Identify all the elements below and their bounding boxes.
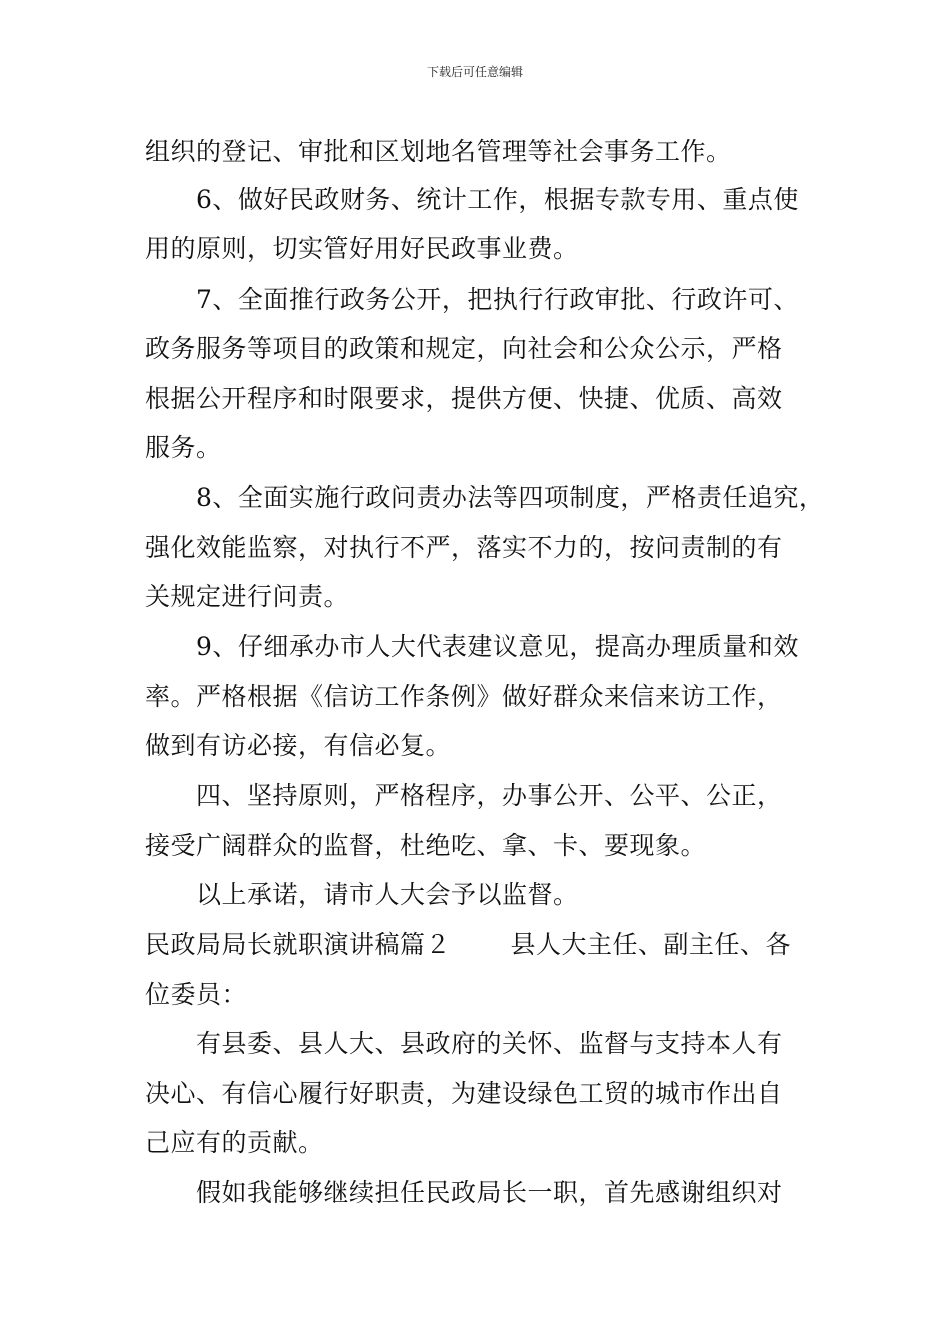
text-line: 8、全面实施行政问责办法等四项制度，严格责任追究， — [145, 483, 825, 512]
text-line: 己应有的贡献。 — [145, 1128, 324, 1157]
text-line: 政务服务等项目的政策和规定，向社会和公众公示，严格 — [145, 334, 783, 363]
text-line: 根据公开程序和时限要求，提供方便、快捷、优质、高效 — [145, 384, 783, 413]
text-line: 四、坚持原则，严格程序，办事公开、公平、公正， — [145, 781, 783, 810]
text-line: 关规定进行问责。 — [145, 582, 350, 611]
text-line: 接受广阔群众的监督，杜绝吃、拿、卡、要现象。 — [145, 831, 707, 860]
text-line: 服务。 — [145, 433, 222, 462]
text-line: 6、做好民政财务、统计工作，根据专款专用、重点使 — [145, 185, 799, 214]
section-title-line: 民政局局长就职演讲稿篇２ 县人大主任、副主任、各 — [145, 930, 791, 959]
text-line: 率。严格根据《信访工作条例》做好群众来信来访工作， — [145, 682, 783, 711]
text-line: 做到有访必接，有信必复。 — [145, 731, 452, 760]
text-line: 以上承诺，请市人大会予以监督。 — [145, 880, 579, 909]
text-line: 位委员： — [145, 980, 248, 1009]
text-line: 组织的登记、审批和区划地名管理等社会事务工作。 — [145, 137, 732, 166]
text-line: 强化效能监察，对执行不严，落实不力的，按问责制的有 — [145, 533, 783, 562]
text-line: 假如我能够继续担任民政局长一职，首先感谢组织对 — [145, 1178, 783, 1207]
text-line: 有县委、县人大、县政府的关怀、监督与支持本人有 — [145, 1029, 783, 1058]
text-line: 9、仔细承办市人大代表建议意见，提高办理质量和效 — [145, 632, 799, 661]
text-line: 7、全面推行政务公开，把执行行政审批、行政许可、 — [145, 285, 799, 314]
text-line: 决心、有信心履行好职责，为建设绿色工贸的城市作出自 — [145, 1079, 783, 1108]
text-line: 用的原则，切实管好用好民政事业费。 — [145, 234, 579, 263]
page-header-note: 下载后可任意编辑 — [426, 65, 523, 79]
